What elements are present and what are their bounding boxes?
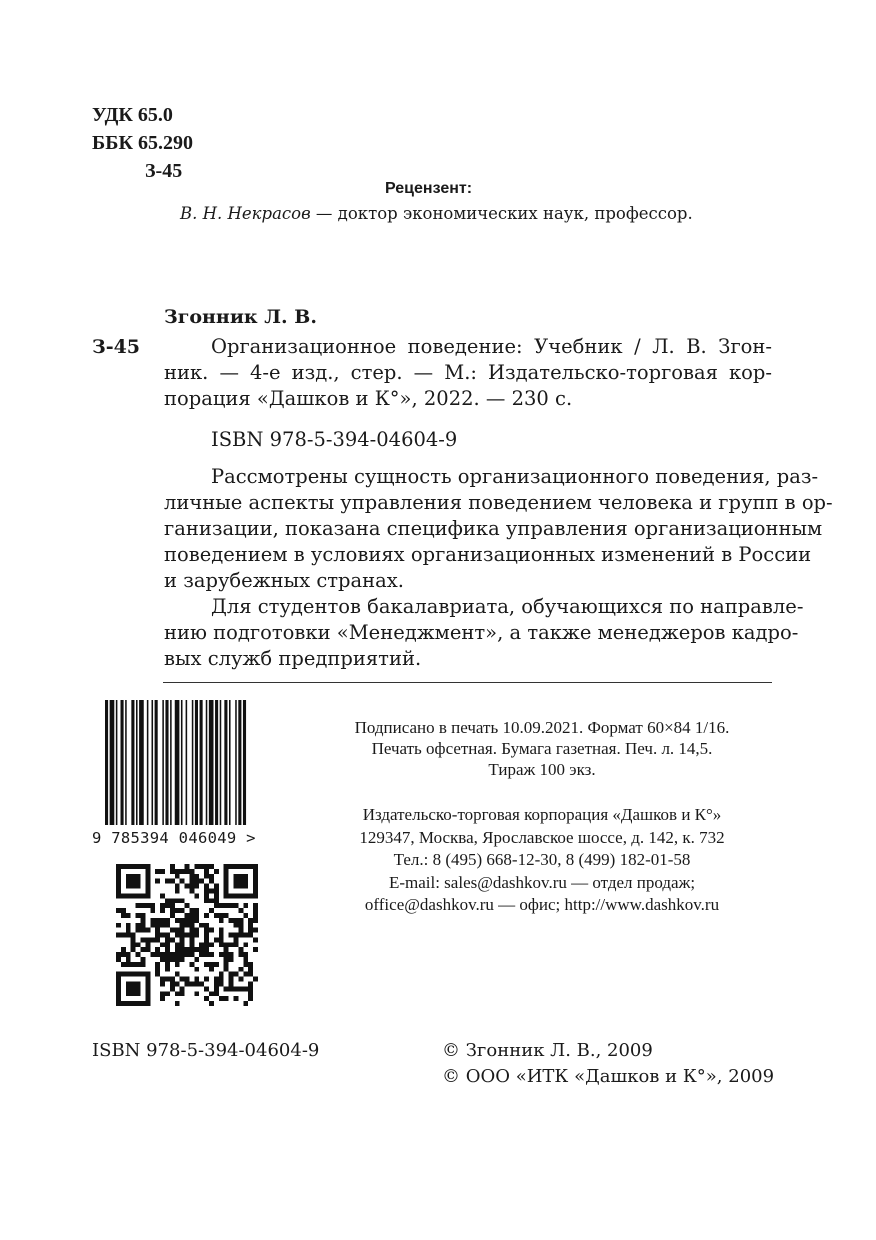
barcode-bar: [243, 700, 246, 825]
annotation-line: вых служб предприятий.: [164, 647, 422, 670]
barcode-bar: [121, 700, 124, 825]
annotation-line: личные аспекты управления поведением человека и групп в ор-: [164, 491, 833, 514]
barcode: [105, 700, 281, 832]
reviewer-name: В. Н. Некрасов: [180, 204, 311, 223]
barcode-bar: [192, 700, 194, 825]
udk-code: УДК 65.0: [92, 104, 173, 126]
publisher-line: E-mail: sales@dashkov.ru — отдел продаж;: [388, 872, 696, 892]
annotation-line: поведением в условиях организационных изменений в России: [164, 543, 812, 566]
barcode-bar: [209, 700, 214, 825]
print-info: [316, 718, 768, 780]
barcode-bar: [170, 700, 172, 825]
reviewer-label: Рецензент:: [385, 180, 473, 197]
footer-isbn: ISBN 978-5-394-04604-9: [92, 1040, 320, 1061]
barcode-bar: [195, 700, 198, 825]
barcode-digits: 9 785394 046049 >: [92, 829, 256, 847]
barcode-bar: [125, 700, 127, 825]
barcode-bar: [136, 700, 138, 825]
barcode-bar: [224, 700, 227, 825]
bib-line-2: ник. — 4-е изд., стер. — М.: Издательско-торговая кор-: [164, 361, 772, 384]
print-info-line: Печать офсетная. Бумага газетная. Печ. л. 14,5.: [371, 739, 713, 758]
barcode-bar: [116, 700, 118, 825]
barcode-bar: [238, 700, 241, 825]
barcode-bar: [235, 700, 237, 825]
annotation-line: нию подготовки «Менеджмент», а также менеджеров кадро-: [164, 621, 799, 644]
barcode-bar: [175, 700, 180, 825]
barcode-bar: [139, 700, 144, 825]
barcode-bar: [105, 700, 108, 825]
annotation-line: Рассмотрены сущность организационного поведения, раз-: [211, 465, 819, 488]
print-info-line: Тираж 100 экз.: [488, 760, 596, 779]
barcode-bar: [165, 700, 168, 825]
bib-author-mark: З-45: [92, 336, 141, 358]
bib-line-1: Организационное поведение: Учебник / Л. В. Згон-: [211, 335, 772, 358]
barcode-bar: [162, 700, 164, 825]
annotation-line: ганизации, показана специфика управления организационным: [164, 517, 823, 540]
barcode-bar: [181, 700, 183, 825]
publisher-line: office@dashkov.ru — офис; http://www.dashkov.ru: [364, 895, 720, 914]
publisher-line: Издательско-торговая корпорация «Дашков и К°»: [362, 805, 722, 824]
annotation-line: Для студентов бакалавриата, обучающихся по направле-: [211, 595, 804, 618]
bib-line-3: порация «Дашков и К°», 2022. — 230 с.: [164, 387, 573, 410]
reviewer-line: [180, 204, 693, 223]
bib-isbn: ISBN 978-5-394-04604-9: [211, 428, 458, 451]
barcode-bar: [131, 700, 134, 825]
barcode-bar: [220, 700, 222, 825]
barcode-bar: [147, 700, 149, 825]
barcode-bar: [229, 700, 231, 825]
barcode-bar: [152, 700, 154, 825]
copyright-author: © Згонник Л. В., 2009: [442, 1040, 653, 1061]
print-info-line: Подписано в печать 10.09.2021. Формат 60×84 1/16.: [354, 718, 730, 737]
annotation-line: и зарубежных странах.: [164, 569, 404, 592]
horizontal-rule: [163, 682, 772, 683]
barcode-bar: [200, 700, 203, 825]
book-author: Згонник Л. В.: [164, 306, 317, 328]
publisher-line: Тел.: 8 (495) 668-12-30, 8 (499) 182-01-58: [393, 850, 691, 869]
publisher-line: 129347, Москва, Ярославское шоссе, д. 142, к. 732: [359, 827, 725, 847]
bbk-code: ББК 65.290: [92, 132, 193, 154]
barcode-bar: [206, 700, 208, 825]
publisher-info: [312, 804, 772, 917]
barcode-bar: [186, 700, 188, 825]
qr-code: [116, 864, 258, 1006]
barcode-bar: [215, 700, 218, 825]
reviewer-title: — доктор экономических наук, профессор.: [310, 204, 693, 223]
author-mark: З-45: [145, 160, 183, 182]
barcode-bar: [155, 700, 158, 825]
copyright-publisher: © ООО «ИТК «Дашков и К°», 2009: [442, 1066, 775, 1087]
barcode-bar: [110, 700, 115, 825]
